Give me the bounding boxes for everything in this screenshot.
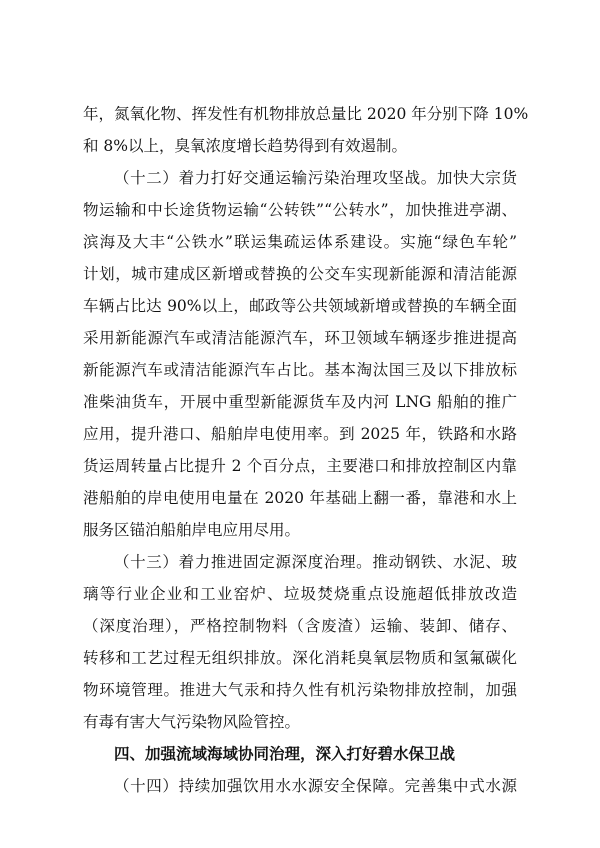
text-line: 计划，城市建成区新增或替换的公交车实现新能源和清洁能源	[83, 265, 517, 283]
text-line: 滨海及大丰“公铁水”联运集疏运体系建设。实施“绿色车轮”	[83, 233, 517, 251]
text-line: 车辆占比达 90%以上，邮政等公共领域新增或替换的车辆全面	[83, 297, 517, 315]
text-line: 璃等行业企业和工业窑炉、垃圾焚烧重点设施超低排放改造	[83, 585, 517, 603]
text-line: 货运周转量占比提升 2 个百分点，主要港口和排放控制区内靠	[83, 457, 517, 475]
text-line: 有毒有害大气污染物风险管控。	[83, 713, 301, 731]
text-line: 物运输和中长途货物运输“公转铁”“公转水”，加快推进亭湖、	[83, 201, 517, 219]
section-12-lead: （十二）着力打好交通运输污染治理攻坚战。加快大宗货	[114, 169, 517, 187]
text-line: （深度治理），严格控制物料（含废渣）运输、装卸、储存、	[83, 617, 517, 635]
text-line: 采用新能源汽车或清洁能源汽车，环卫领域车辆逐步推进提高	[83, 329, 517, 347]
section-14-lead: （十四）持续加强饮用水水源安全保障。完善集中式水源	[114, 777, 517, 795]
text-line: 转移和工艺过程无组织排放。深化消耗臭氧层物质和氢氟碳化	[83, 649, 517, 667]
text-line: 应用，提升港口、船舶岸电使用率。到 2025 年，铁路和水路	[83, 425, 517, 443]
text-line: 准柴油货车，开展中重型新能源货车及内河 LNG 船舶的推广	[83, 393, 517, 411]
text-line: 物环境管理。推进大气汞和持久性有机污染物排放控制，加强	[83, 681, 517, 699]
text-line: 和 8%以上，臭氧浓度增长趋势得到有效遏制。	[83, 137, 408, 155]
text-line: 年，氮氧化物、挥发性有机物排放总量比 2020 年分别下降 10%	[83, 105, 529, 123]
text-line: 新能源汽车或清洁能源汽车占比。基本淘汰国三及以下排放标	[83, 361, 517, 379]
text-line: 服务区锚泊船舶岸电应用尽用。	[83, 521, 301, 539]
section-13-lead: （十三）着力推进固定源深度治理。推动钢铁、水泥、玻	[114, 553, 517, 571]
document-page	[83, 98, 529, 802]
section-heading: 四、加强流域海域协同治理，深入打好碧水保卫战	[114, 745, 456, 763]
text-line: 港船舶的岸电使用电量在 2020 年基础上翻一番，靠港和水上	[83, 489, 517, 507]
